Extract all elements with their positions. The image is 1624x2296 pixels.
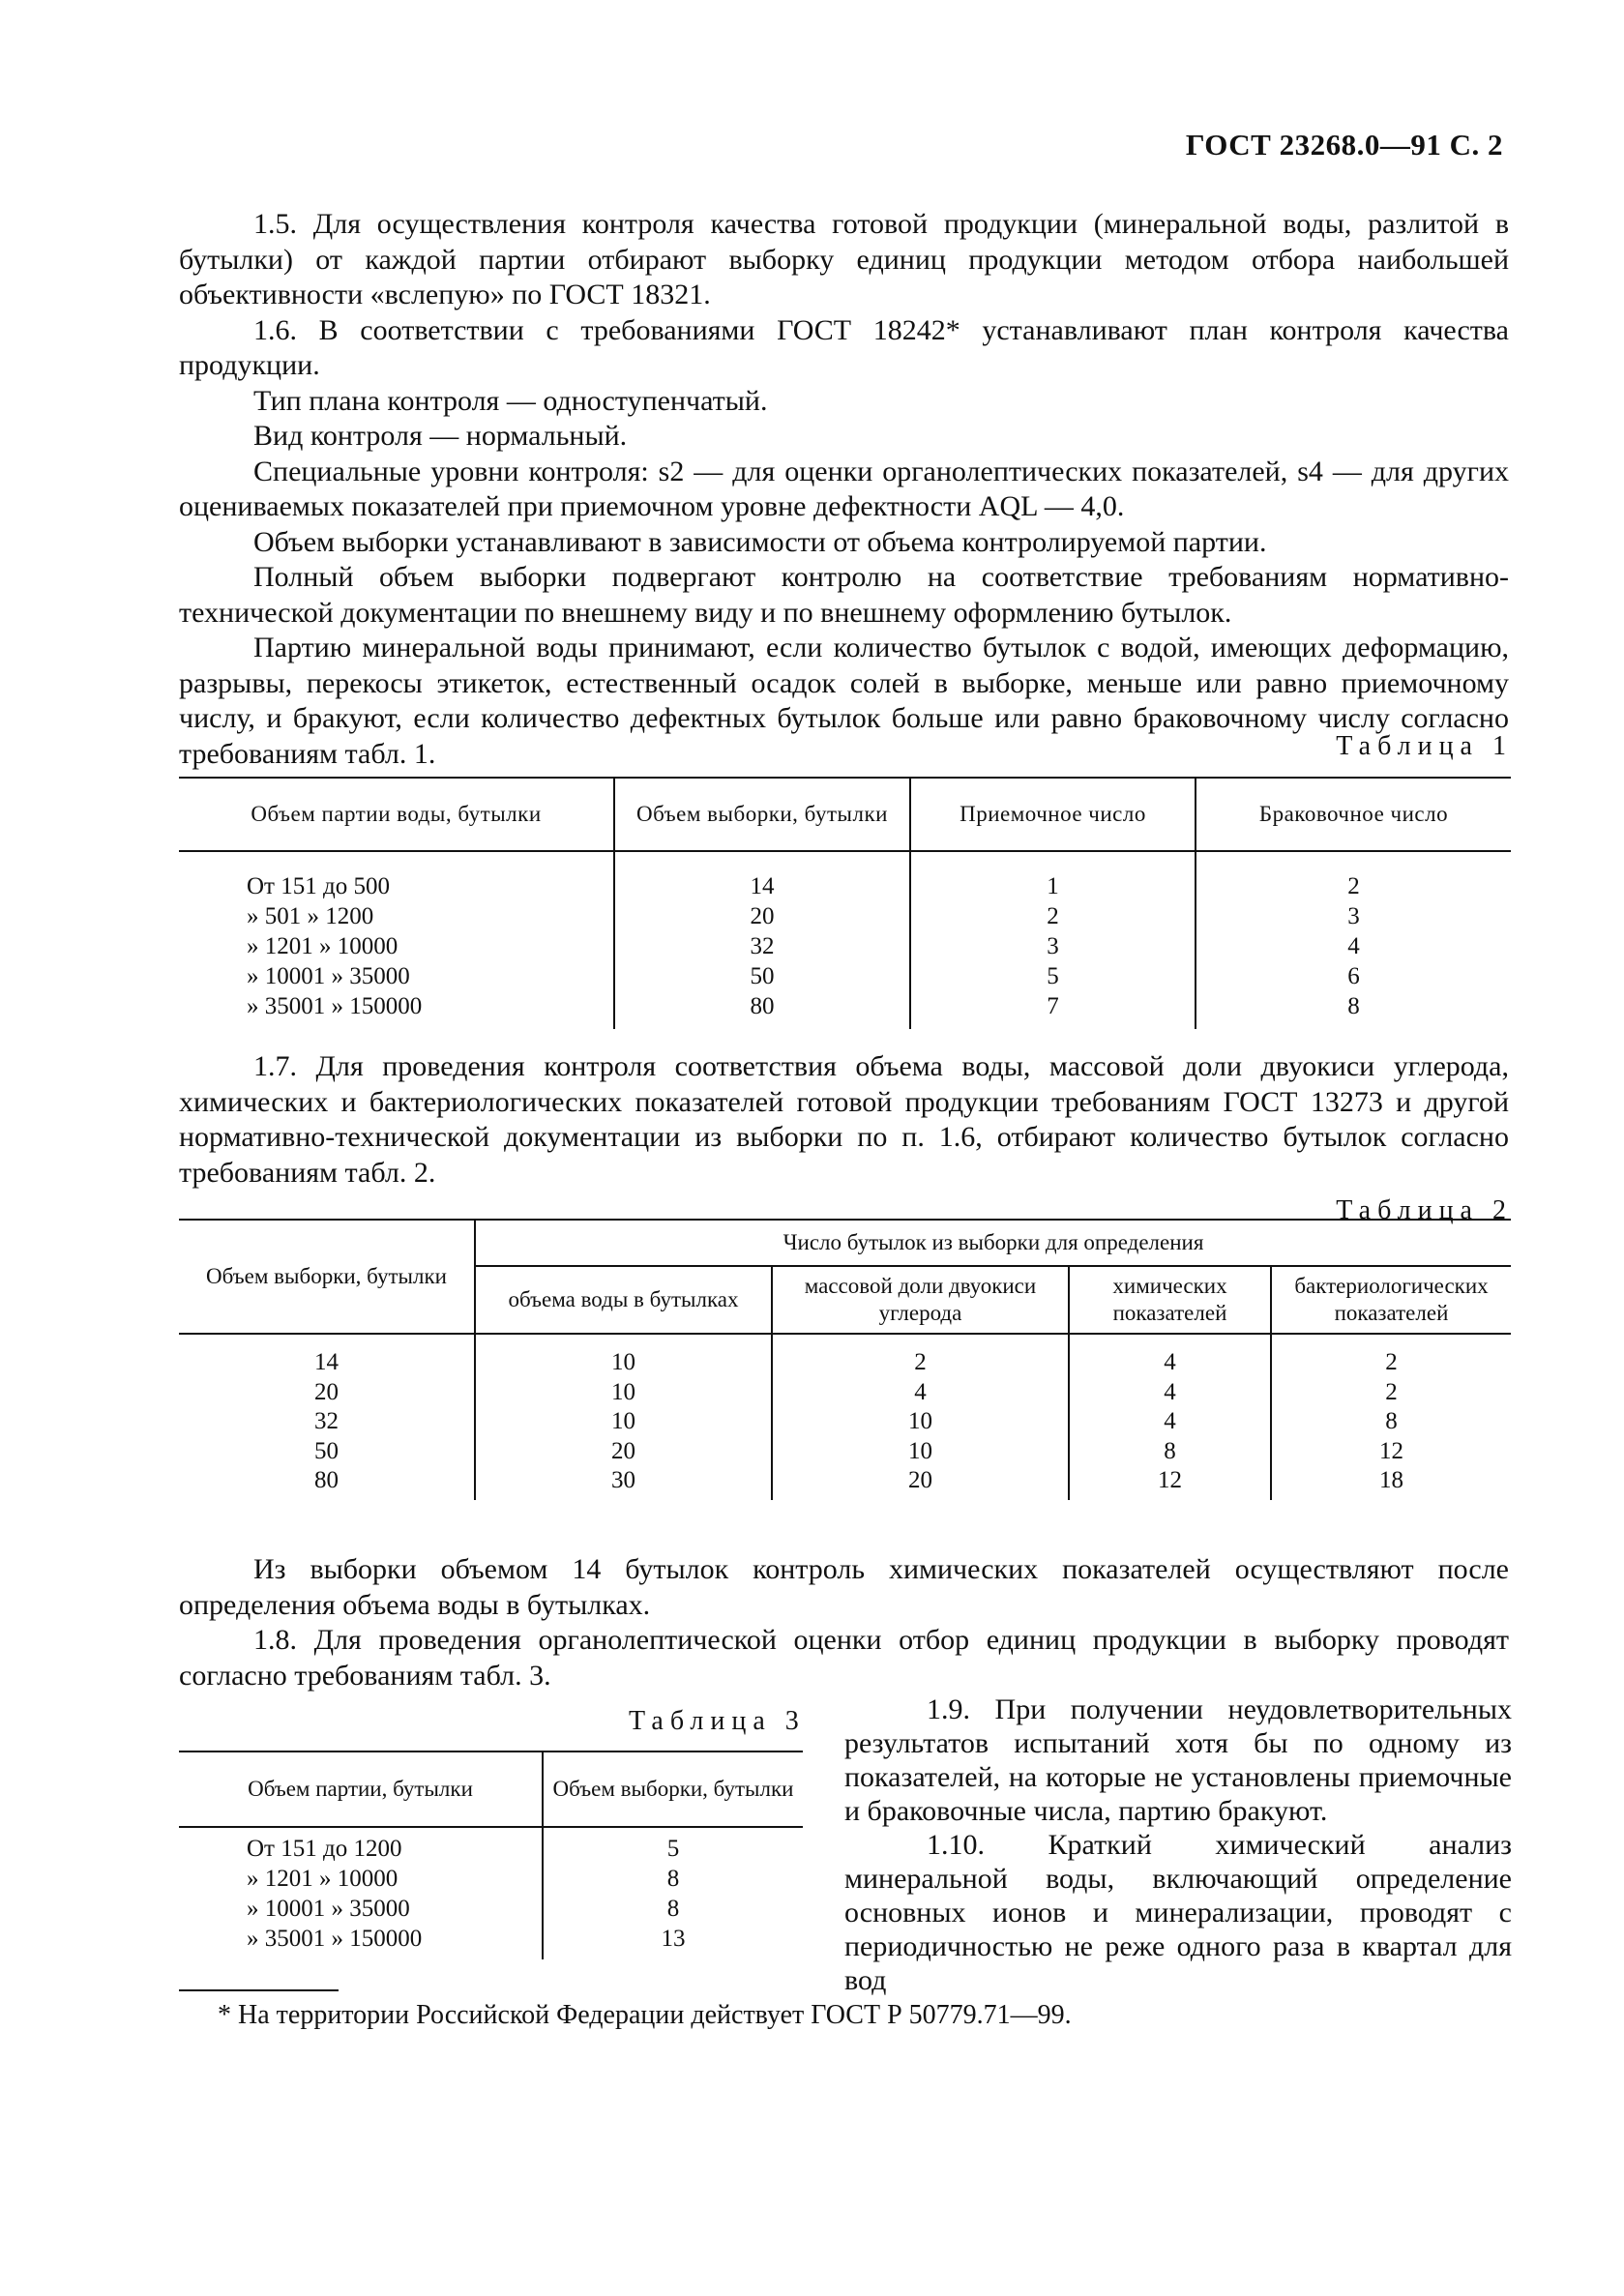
table-cell: 80 xyxy=(314,1467,339,1493)
body-text-top xyxy=(179,207,1509,772)
paragraph-1-10: 1.10. Краткий химический анализ минеральной воды, включающий определение основных ионов и минерализации, проводят с периодичностью не реже одного раза в квартал для вод xyxy=(844,1829,1512,1996)
table-cell: 10 xyxy=(475,1334,772,1378)
table-cell: 32 xyxy=(614,931,910,961)
paragraph-control-kind: Вид контроля — нормальный. xyxy=(253,420,628,452)
table-cell: 2 xyxy=(772,1334,1069,1378)
table-cell: 12 xyxy=(1069,1466,1271,1500)
paragraph-1-7: 1.7. Для проведения контроля соответствия объема воды, массовой доли двуокиси углерода, химических и бактериологических показателей готовой продукции требованиям ГОСТ 13273 и другой нормативно-технической документации из выборки по п. 1.6, отбирают количество бутылок согласно требованиям табл. 2. xyxy=(179,1050,1509,1189)
table2-subheader-bacteriological: бактериологических показателей xyxy=(1271,1266,1511,1334)
table-cell: 4 xyxy=(1069,1334,1271,1378)
table-cell: 10 xyxy=(475,1378,772,1408)
table-cell: 18 xyxy=(1271,1466,1511,1500)
table-cell: 3 xyxy=(1196,901,1511,931)
table-row xyxy=(179,1334,1511,1378)
table-3 xyxy=(179,1751,803,1959)
table-cell: » 1201 » 10000 xyxy=(247,1866,399,1892)
paragraph-sample-volume: Объем выборки устанавливают в зависимости от объема контролируемой партии. xyxy=(253,525,1267,558)
table-cell: 10 xyxy=(772,1407,1069,1437)
table-cell: » 10001 » 35000 xyxy=(247,963,410,989)
table-cell: » 501 » 1200 xyxy=(247,903,374,929)
table-cell: 20 xyxy=(314,1378,339,1405)
paragraph-acceptance: Партию минеральной воды принимают, если количество бутылок с водой, имеющих деформацию, разрывы, перекосы этикеток, естественный осадок солей в выборке, меньше или равно приемочному числу, и бракуют, если количество дефектных бутылок больше или равно браковочному числу согласно требованиям табл. 1. xyxy=(179,632,1509,770)
table-cell: 8 xyxy=(1196,991,1511,1029)
footnote: * На территории Российской Федерации действует ГОСТ Р 50779.71—99. xyxy=(218,2000,1072,2030)
table-row xyxy=(179,931,1511,961)
table-cell: 3 xyxy=(910,931,1196,961)
table-cell: 7 xyxy=(910,991,1196,1029)
table-cell: 12 xyxy=(1271,1437,1511,1467)
table2-header-sample: Объем выборки, бутылки xyxy=(179,1220,475,1334)
table-row xyxy=(179,961,1511,991)
table-cell: 2 xyxy=(1271,1378,1511,1408)
table-row xyxy=(179,991,1511,1029)
table-row xyxy=(179,851,1511,901)
body-text-side xyxy=(844,1693,1512,1997)
table-cell: 50 xyxy=(314,1437,339,1464)
table-cell: 5 xyxy=(910,961,1196,991)
table-row xyxy=(179,1827,803,1864)
table-row xyxy=(179,1466,1511,1500)
table-row xyxy=(179,1864,803,1894)
table-cell: 1 xyxy=(910,851,1196,901)
paragraph-special-levels: Специальные уровни контроля: s2 — для оценки органолептических показателей, s4 — для других оцениваемых показателей при приемочном уровне дефектности AQL — 4,0. xyxy=(179,455,1509,522)
table-cell: 30 xyxy=(475,1466,772,1500)
table-row xyxy=(179,1894,803,1924)
table2-subheader-volume: объема воды в бутылках xyxy=(475,1266,772,1334)
body-text-mid xyxy=(179,1049,1509,1191)
table-cell: 32 xyxy=(314,1408,339,1434)
table-cell: 14 xyxy=(314,1349,339,1375)
body-text-lower xyxy=(179,1552,1509,1693)
table-cell: » 35001 » 150000 xyxy=(247,993,423,1019)
table-cell: 4 xyxy=(1196,931,1511,961)
table-cell: 4 xyxy=(1069,1407,1271,1437)
paragraph-full-sample: Полный объем выборки подвергают контролю на соответствие требованиям нормативно-технической документации по внешнему виду и по внешнему оформлению бутылок. xyxy=(179,561,1509,629)
table-1 xyxy=(179,777,1511,1029)
table-row xyxy=(179,901,1511,931)
table-cell: 6 xyxy=(1196,961,1511,991)
table-cell: 50 xyxy=(614,961,910,991)
table-cell: 10 xyxy=(475,1407,772,1437)
table-cell: 4 xyxy=(772,1378,1069,1408)
table-cell: 2 xyxy=(910,901,1196,931)
paragraph-1-9: 1.9. При получении неудовлетворительных результатов испытаний хотя бы по одному из показателей, на которые не установлены приемочные и браковочные числа, партию бракуют. xyxy=(844,1693,1512,1827)
table-row xyxy=(179,1407,1511,1437)
table-cell: 14 xyxy=(614,851,910,901)
table-cell: » 1201 » 10000 xyxy=(247,933,399,959)
table-cell: 20 xyxy=(614,901,910,931)
paragraph-after-table2: Из выборки объемом 14 бутылок контроль химических показателей осуществляют после определения объема воды в бутылках. xyxy=(179,1553,1509,1621)
table-row xyxy=(179,1378,1511,1408)
table-cell: 5 xyxy=(543,1827,803,1864)
table-cell: 2 xyxy=(1196,851,1511,901)
table1-header-reject: Браковочное число xyxy=(1196,778,1511,851)
paragraph-1-6: 1.6. В соответствии с требованиями ГОСТ 18242* устанавливают план контроля качества продукции. xyxy=(179,313,1509,381)
table1-header-sample: Объем выборки, бутылки xyxy=(614,778,910,851)
table-row xyxy=(179,1924,803,1959)
table1-header-lot: Объем партии воды, бутылки xyxy=(179,778,614,851)
table3-header-sample: Объем выборки, бутылки xyxy=(543,1751,803,1827)
table-cell: 4 xyxy=(1069,1378,1271,1408)
paragraph-plan-type: Тип плана контроля — одноступенчатый. xyxy=(253,384,768,417)
table3-header-lot: Объем партии, бутылки xyxy=(179,1751,543,1827)
paragraph-1-8: 1.8. Для проведения органолептической оценки отбор единиц продукции в выборку проводят согласно требованиям табл. 3. xyxy=(179,1624,1509,1692)
table-cell: 10 xyxy=(772,1437,1069,1467)
table-cell: » 35001 » 150000 xyxy=(247,1926,423,1952)
table3-caption: Таблица 3 xyxy=(629,1706,806,1736)
table-cell: 2 xyxy=(1271,1334,1511,1378)
table2-subheader-co2: массовой доли двуокиси углерода xyxy=(772,1266,1069,1334)
table2-caption: Таблица 2 xyxy=(1336,1195,1513,1225)
table-row xyxy=(179,1437,1511,1467)
table-cell: 8 xyxy=(1069,1437,1271,1467)
table-cell: » 10001 » 35000 xyxy=(247,1896,410,1922)
page-header: ГОСТ 23268.0—91 С. 2 xyxy=(1185,128,1503,162)
table-cell: 20 xyxy=(772,1466,1069,1500)
table-cell: 13 xyxy=(543,1924,803,1959)
table-cell: 80 xyxy=(614,991,910,1029)
table2-header-group: Число бутылок из выборки для определения xyxy=(475,1220,1511,1266)
table2-subheader-chemical: химических показателей xyxy=(1069,1266,1271,1334)
footnote-divider xyxy=(179,1989,339,1991)
table-cell: От 151 до 500 xyxy=(247,873,390,899)
table-cell: 8 xyxy=(543,1894,803,1924)
table1-caption: Таблица 1 xyxy=(1336,731,1513,761)
table-cell: 8 xyxy=(1271,1407,1511,1437)
table-cell: 20 xyxy=(475,1437,772,1467)
table-cell: От 151 до 1200 xyxy=(247,1836,402,1862)
table1-header-accept: Приемочное число xyxy=(910,778,1196,851)
paragraph-1-5: 1.5. Для осуществления контроля качества готовой продукции (минеральной воды, разлитой в бутылки) от каждой партии отбирают выборку единиц продукции методом отбора наибольшей объективности «вслепую» по ГОСТ 18321. xyxy=(179,208,1509,310)
table-cell: 8 xyxy=(543,1864,803,1894)
table-2 xyxy=(179,1219,1511,1500)
